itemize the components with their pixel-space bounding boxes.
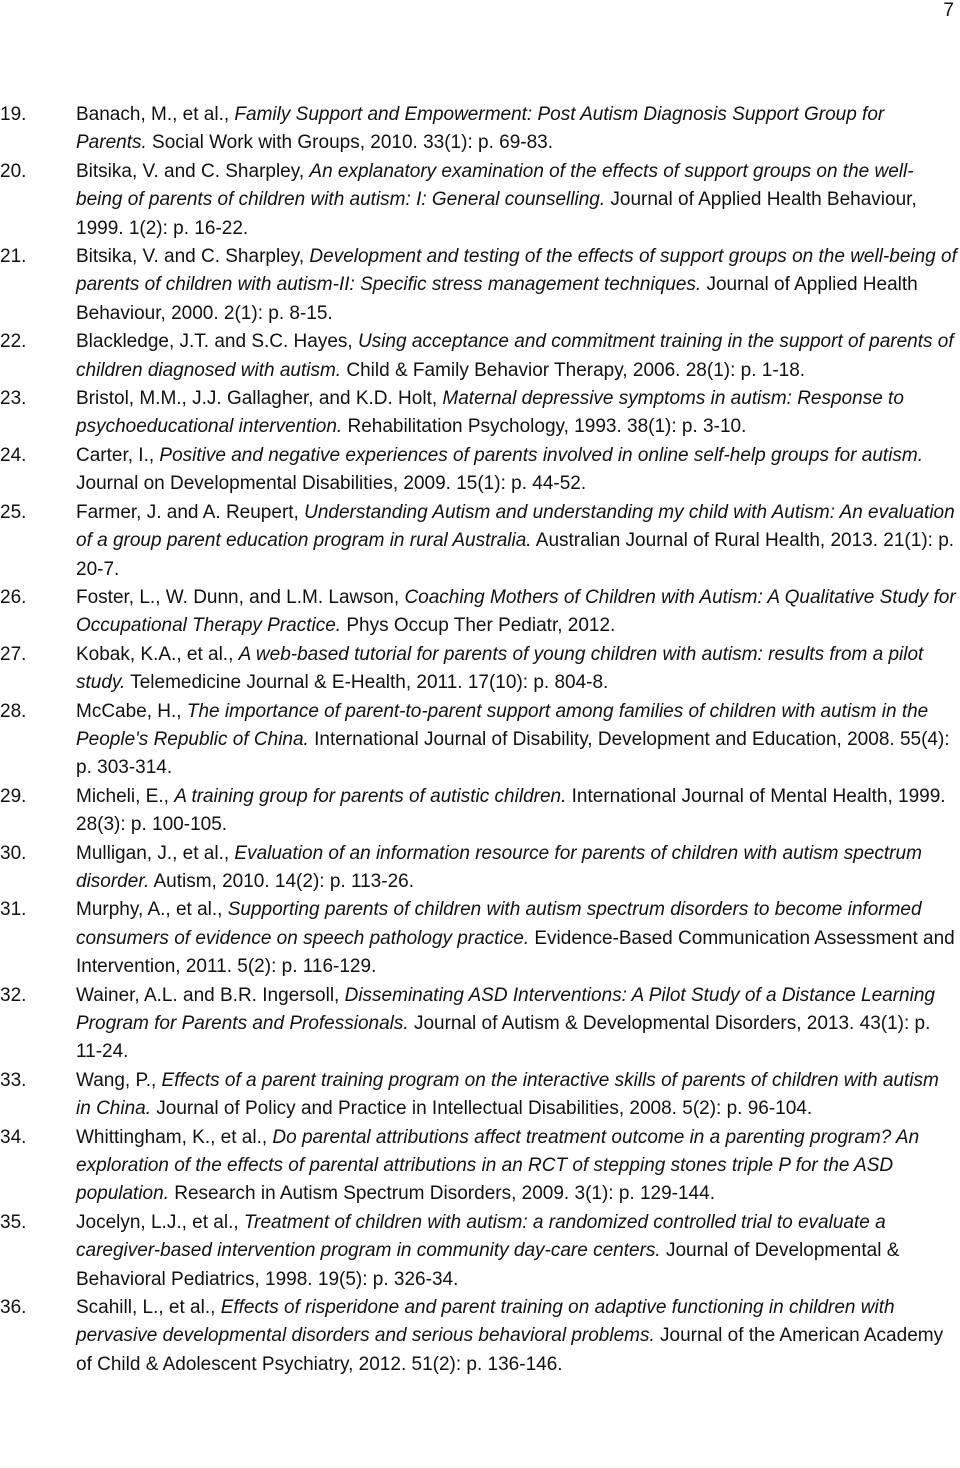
- reference-issue-pages: (4): p. 303-314.: [76, 728, 950, 779]
- reference-number: 25.: [0, 501, 27, 523]
- reference-number: 35.: [0, 1211, 27, 1233]
- reference-issue-pages: (1): p. 44-52.: [477, 473, 587, 495]
- reference-item: [0, 1209, 958, 1294]
- reference-authors: Mulligan, J., et al.,: [76, 842, 235, 864]
- reference-volume: 3: [574, 1183, 586, 1205]
- reference-source: International Journal of Disability, Development and Education, 2008.: [308, 728, 900, 750]
- reference-item: [0, 1294, 958, 1379]
- reference-issue-pages: (1): p. 20-7.: [76, 530, 955, 580]
- reference-volume: 2: [223, 302, 235, 324]
- reference-source: Social Work with Groups, 2010.: [146, 132, 424, 154]
- reference-item: [0, 641, 958, 698]
- reference-source: Journal on Developmental Disabilities, 2009.: [76, 473, 457, 495]
- reference-volume: 19: [317, 1268, 340, 1290]
- reference-text: [76, 896, 958, 981]
- reference-text: [76, 982, 958, 1067]
- reference-text: [76, 1209, 958, 1294]
- reference-volume: 5: [682, 1098, 693, 1120]
- reference-volume: 43: [859, 1013, 881, 1034]
- reference-number: 36.: [0, 1297, 27, 1319]
- reference-authors: Carter, I.,: [76, 444, 160, 466]
- reference-text: [76, 243, 958, 328]
- reference-volume: 1: [128, 217, 140, 239]
- reference-issue-pages: (5): p. 326-34.: [339, 1268, 459, 1290]
- reference-volume: 38: [627, 416, 649, 438]
- reference-authors: Banach, M., et al.,: [76, 104, 235, 125]
- reference-authors: McCabe, H.,: [76, 700, 187, 722]
- reference-title: Effects of risperidone and parent training on adaptive functioning in children with pervasive developmental disorders and serious behavioral problems.: [76, 1297, 895, 1347]
- page-number: 7: [943, 0, 954, 21]
- reference-title: A training group for parents of autistic children.: [174, 785, 567, 807]
- reference-item: [0, 783, 958, 840]
- reference-source: Research in Autism Spectrum Disorders, 2009.: [168, 1183, 575, 1205]
- reference-issue-pages: (1): p. 1-18.: [706, 359, 806, 381]
- reference-authors: Wang, P.,: [76, 1069, 162, 1091]
- reference-title: Disseminating ASD Interventions: A Pilot Study of a Distance Learning Program for Parents and Professionals.: [76, 984, 935, 1034]
- reference-issue-pages: (2): p. 116-129.: [247, 956, 377, 978]
- reference-item: [0, 243, 958, 328]
- reference-text: [76, 328, 958, 385]
- reference-number: 20.: [0, 160, 27, 182]
- reference-text: [76, 840, 958, 897]
- reference-title: Development and testing of the effects of support groups on the well-being of parents of children with autism-II: Specific stress management techniques.: [76, 246, 957, 296]
- reference-item: [0, 101, 958, 158]
- reference-text: [76, 584, 958, 641]
- reference-number: 31.: [0, 899, 27, 921]
- reference-number: 32.: [0, 984, 27, 1006]
- reference-number: 21.: [0, 246, 27, 268]
- reference-number: 29.: [0, 785, 27, 807]
- reference-title: Treatment of children with autism: a randomized controlled trial to evaluate a caregiver-based intervention program in community day-care centers.: [76, 1211, 886, 1262]
- reference-text: [76, 158, 958, 243]
- reference-title: Do parental attributions affect treatment outcome in a parenting program? An exploration of the effects of parental attributions in an RCT of stepping stones triple P for the ASD population.: [76, 1126, 920, 1205]
- reference-source: International Journal of Mental Health, 1999.: [566, 785, 946, 807]
- reference-number: 34.: [0, 1126, 27, 1148]
- reference-authors: Jocelyn, L.J., et al.,: [76, 1211, 244, 1233]
- reference-text: [76, 442, 958, 499]
- reference-authors: Bristol, M.M., J.J. Gallagher, and K.D. Holt,: [76, 388, 443, 410]
- reference-volume: 28: [685, 359, 707, 381]
- reference-item: [0, 896, 958, 981]
- reference-item: [0, 158, 958, 243]
- reference-text: [76, 1124, 958, 1209]
- reference-number: 24.: [0, 444, 27, 466]
- reference-text: [76, 641, 958, 698]
- reference-item: [0, 442, 958, 499]
- reference-number: 26.: [0, 586, 27, 608]
- reference-number: 27.: [0, 643, 27, 665]
- reference-volume: 5: [237, 956, 248, 978]
- reference-issue-pages: (1): p. 11-24.: [76, 1013, 931, 1063]
- reference-volume: 33: [423, 132, 445, 154]
- reference-source: Child & Family Behavior Therapy, 2006.: [341, 359, 686, 381]
- reference-source: Journal of Autism & Developmental Disorders, 2013.: [408, 1013, 860, 1034]
- reference-number: 19.: [0, 104, 27, 125]
- reference-title: A web-based tutorial for parents of young children with autism: results from a pilot study.: [76, 643, 924, 694]
- reference-authors: Bitsika, V. and C. Sharpley,: [76, 246, 310, 268]
- reference-text: [76, 783, 958, 840]
- reference-authors: Wainer, A.L. and B.R. Ingersoll,: [76, 984, 345, 1006]
- reference-volume: 55: [899, 728, 922, 750]
- reference-title: Positive and negative experiences of parents involved in online self-help groups for autism.: [159, 444, 924, 466]
- reference-authors: Foster, L., W. Dunn, and L.M. Lawson,: [76, 586, 405, 608]
- reference-text: [76, 499, 958, 584]
- reference-issue-pages: (2): p. 16-22.: [139, 217, 249, 239]
- reference-item: [0, 1124, 958, 1209]
- reference-issue-pages: (1): p. 69-83.: [444, 132, 554, 154]
- reference-issue-pages: (2): p. 136-146.: [432, 1353, 563, 1375]
- reference-source: Rehabilitation Psychology, 1993.: [342, 416, 628, 438]
- reference-authors: Whittingham, K., et al.,: [76, 1126, 273, 1148]
- reference-authors: Farmer, J. and A. Reupert,: [76, 501, 305, 523]
- reference-item: [0, 698, 958, 783]
- reference-issue-pages: (1): p. 8-15.: [234, 302, 333, 324]
- reference-title: The importance of parent-to-parent support among families of children with autism in the People's Republic of China.: [76, 700, 929, 750]
- reference-issue-pages: (10): p. 804-8.: [488, 672, 609, 694]
- reference-volume: 28: [76, 814, 98, 836]
- reference-text: [76, 1294, 958, 1379]
- reference-volume: 17: [467, 672, 489, 694]
- reference-source: Australian Journal of Rural Health, 2013.: [531, 530, 884, 552]
- reference-issue-pages: (2): p. 113-26.: [296, 870, 414, 892]
- reference-number: 33.: [0, 1069, 27, 1091]
- reference-authors: Murphy, A., et al.,: [76, 899, 228, 921]
- reference-authors: Bitsika, V. and C. Sharpley,: [76, 160, 310, 182]
- reference-volume: 51: [411, 1353, 433, 1375]
- reference-item: [0, 840, 958, 897]
- reference-item: [0, 385, 958, 442]
- reference-text: [76, 698, 958, 783]
- reference-title: Understanding Autism and understanding my child with Autism: An evaluation of a group parent education program in rural Australia.: [76, 501, 955, 552]
- reference-volume: 14: [274, 870, 297, 892]
- reference-title: Coaching Mothers of Children with Autism: A Qualitative Study for Occupational Therapy Practice.: [76, 586, 956, 637]
- reference-source: Evidence-Based Communication Assessment and Intervention, 2011.: [76, 927, 955, 978]
- reference-source: Autism, 2010.: [149, 870, 275, 892]
- reference-source: Journal of Policy and Practice in Intellectual Disabilities, 2008.: [151, 1098, 683, 1120]
- reference-authors: Micheli, E.,: [76, 785, 175, 807]
- reference-volume: 21: [883, 530, 905, 552]
- reference-title: Effects of a parent training program on the interactive skills of parents of children with autism in China.: [76, 1069, 939, 1120]
- reference-item: [0, 1067, 958, 1124]
- reference-source: Journal of Developmental & Behavioral Pediatrics, 1998.: [76, 1240, 900, 1290]
- reference-issue-pages: (1): p. 3-10.: [648, 416, 747, 438]
- reference-title: An explanatory examination of the effects of support groups on the well-being of parents of children with autism: I: General counselling.: [76, 160, 914, 211]
- reference-title: Family Support and Empowerment: Post Autism Diagnosis Support Group for Parents.: [76, 104, 885, 154]
- reference-source: Journal of Applied Health Behaviour, 1999.: [76, 189, 917, 239]
- reference-authors: Scahill, L., et al.,: [76, 1297, 221, 1319]
- reference-number: 23.: [0, 388, 27, 410]
- reference-title: Using acceptance and commitment training in the support of parents of children diagnosed with autism.: [76, 331, 954, 381]
- reference-item: [0, 499, 958, 584]
- reference-source: Telemedicine Journal & E-Health, 2011.: [125, 672, 468, 694]
- reference-title: Supporting parents of children with autism spectrum disorders to become informed consumers of evidence on speech pathology practice.: [76, 899, 922, 949]
- reference-issue-pages: (3): p. 100-105.: [97, 814, 228, 836]
- reference-text: [76, 101, 958, 158]
- reference-text: [76, 1067, 958, 1124]
- reference-title: Maternal depressive symptoms in autism: Response to psychoeducational intervention.: [76, 388, 904, 438]
- reference-issue-pages: (2): p. 96-104.: [692, 1098, 813, 1120]
- reference-source: Journal of the American Academy of Child & Adolescent Psychiatry, 2012.: [76, 1325, 944, 1375]
- reference-volume: 15: [456, 473, 478, 495]
- reference-number: 22.: [0, 331, 27, 353]
- reference-title: Evaluation of an information resource for parents of children with autism spectrum disorder.: [76, 842, 922, 892]
- reference-authors: Blackledge, J.T. and S.C. Hayes,: [76, 331, 358, 353]
- reference-text: [76, 385, 958, 442]
- reference-issue-pages: (1): p. 129-144.: [585, 1183, 715, 1205]
- reference-authors: Kobak, K.A., et al.,: [76, 643, 239, 665]
- reference-list: [0, 101, 958, 1379]
- reference-number: 30.: [0, 842, 27, 864]
- reference-number: 28.: [0, 700, 27, 722]
- reference-item: [0, 328, 958, 385]
- reference-item: [0, 584, 958, 641]
- reference-source: Journal of Applied Health Behaviour, 2000.: [76, 274, 918, 324]
- reference-item: [0, 982, 958, 1067]
- reference-source: Phys Occup Ther Pediatr, 2012.: [341, 615, 616, 637]
